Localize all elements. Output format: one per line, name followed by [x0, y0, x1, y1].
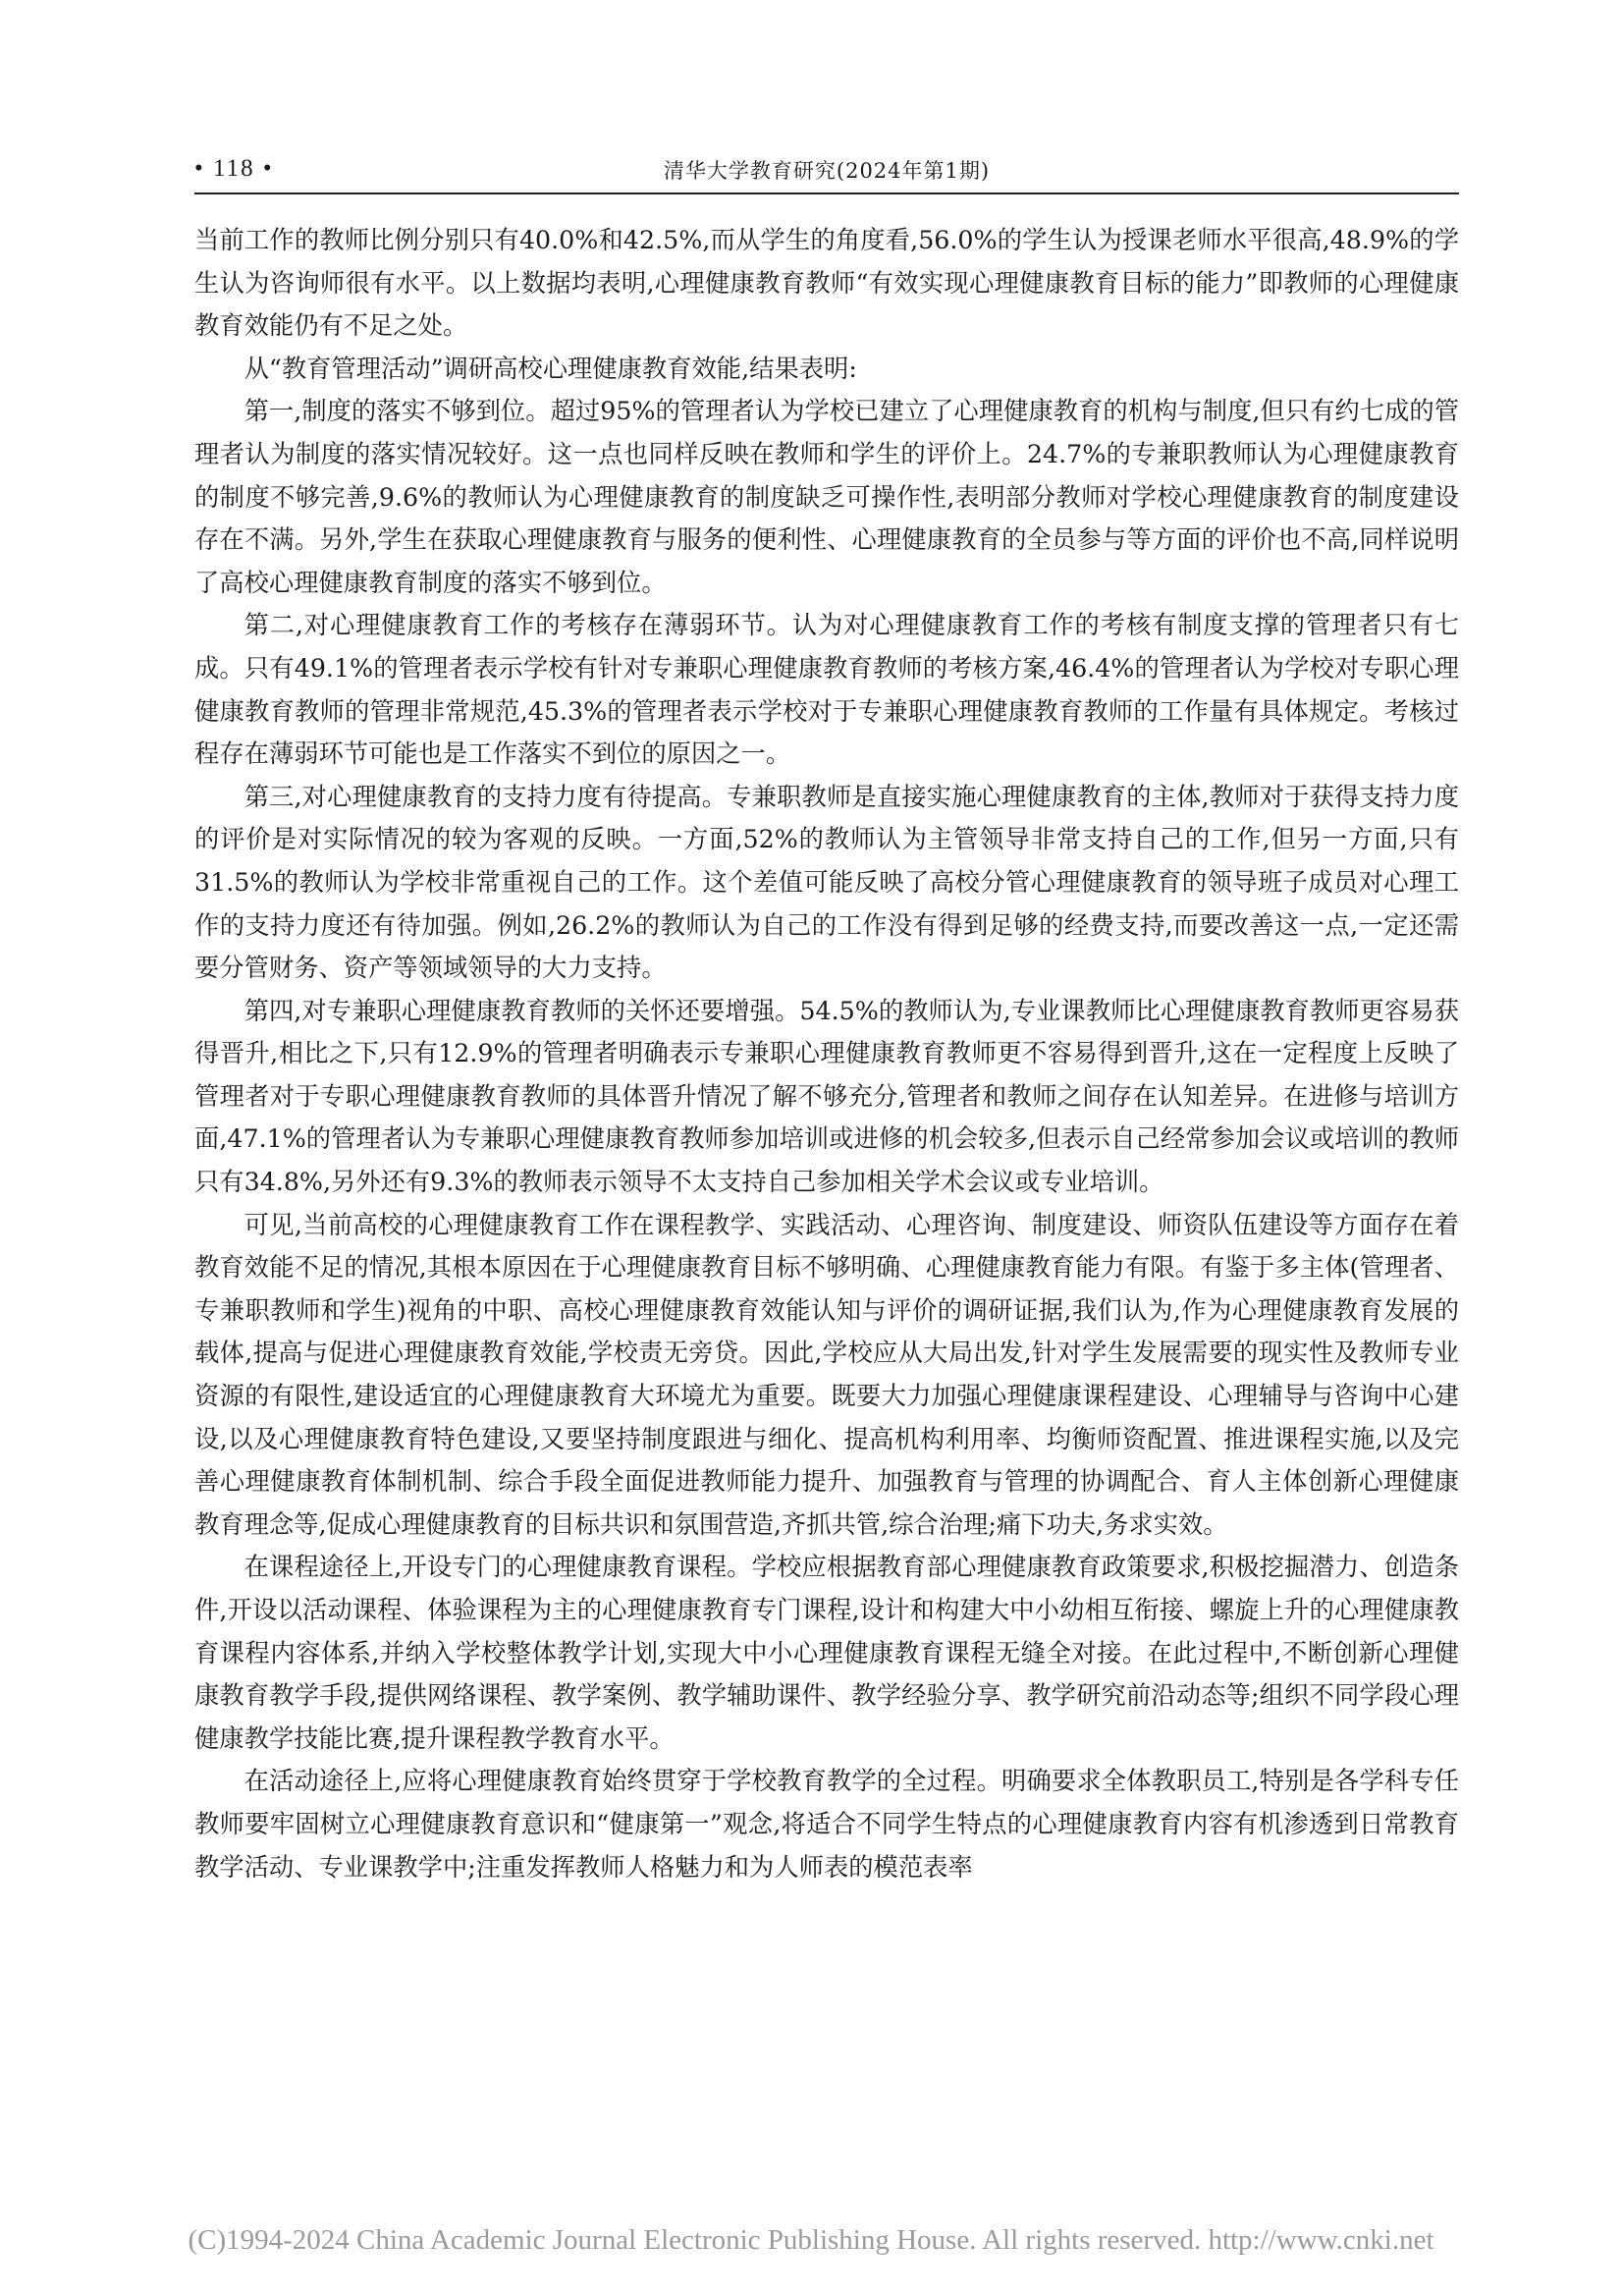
paragraph: 第四,对专兼职心理健康教育教师的关怀还要增强。54.5%的教师认为,专业课教师比心理健康教育教师更容易获得晋升,相比之下,只有12.9%的管理者明确表示专兼职心理健康教育教师更不容易得到晋升,这在一定程度上反映了管理者对于专职心理健康教育教师的具体晋升情况了解不够充分,管理者和教师之间存在认知差异。在进修与培训方面,47.1%的管理者认为专兼职心理健康教育教师参加培训或进修的机会较多,但表示自己经常参加会议或培训的教师只有34.8%,另外还有9.3%的教师表示领导不太支持自己参加相关学术会议或专业培训。: [194, 996, 1459, 1197]
paragraph: 可见,当前高校的心理健康教育工作在课程教学、实践活动、心理咨询、制度建设、师资队伍建设等方面存在着教育效能不足的情况,其根本原因在于心理健康教育目标不够明确、心理健康教育能力有限。有鉴于多主体(管理者、专兼职教师和学生)视角的中职、高校心理健康教育效能认知与评价的调研证据,我们认为,作为心理健康教育发展的载体,提高与促进心理健康教育效能,学校责无旁贷。因此,学校应从大局出发,针对学生发展需要的现实性及教师专业资源的有限性,建设适宜的心理健康教育大环境尤为重要。既要大力加强心理健康课程建设、心理辅导与咨询中心建设,以及心理健康教育特色建设,又要坚持制度跟进与细化、提高机构利用率、均衡师资配置、推进课程实施,以及完善心理健康教育体制机制、综合手段全面促进教师能力提升、加强教育与管理的协调配合、育人主体创新心理健康教育理念等,促成心理健康教育的目标共识和氛围营造,齐抓共管,综合治理;痛下功夫,务求实效。: [194, 1210, 1459, 1539]
paragraph: 从“教育管理活动”调研高校心理健康教育效能,结果表明:: [243, 354, 857, 383]
paragraph-continued: 当前工作的教师比例分别只有40.0%和42.5%,而从学生的角度看,56.0%的学生认为授课老师水平很高,48.9%的学生认为咨询师很有水平。以上数据均表明,心理健康教育教师“有效实现心理健康教育目标的能力”即教师的心理健康教育效能仍有不足之处。: [194, 226, 1459, 341]
paragraph: 第三,对心理健康教育的支持力度有待提高。专兼职教师是直接实施心理健康教育的主体,教师对于获得支持力度的评价是对实际情况的较为客观的反映。一方面,52%的教师认为主管领导非常支持自己的工作,但另一方面,只有31.5%的教师认为学校非常重视自己的工作。这个差值可能反映了高校分管心理健康教育的领导班子成员对心理工作的支持力度还有待加强。例如,26.2%的教师认为自己的工作没有得到足够的经费支持,而要改善这一点,一定还需要分管财务、资产等领域领导的大力支持。: [194, 782, 1459, 983]
page-number: • 118 •: [194, 155, 274, 182]
paragraph: 第二,对心理健康教育工作的考核存在薄弱环节。认为对心理健康教育工作的考核有制度支撑的管理者只有七成。只有49.1%的管理者表示学校有针对专兼职心理健康教育教师的考核方案,46.4%的管理者认为学校对专职心理健康教育教师的管理非常规范,45.3%的管理者表示学校对于专兼职心理健康教育教师的工作量有具体规定。考核过程存在薄弱环节可能也是工作落实不到位的原因之一。: [194, 611, 1459, 769]
paragraph: 在课程途径上,开设专门的心理健康教育课程。学校应根据教育部心理健康教育政策要求,积极挖掘潜力、创造条件,开设以活动课程、体验课程为主的心理健康教育专门课程,设计和构建大中小幼相互衔接、螺旋上升的心理健康教育课程内容体系,并纳入学校整体教学计划,实现大中小心理健康教育课程无缝全对接。在此过程中,不断创新心理健康教育教学手段,提供网络课程、教学案例、教学辅助课件、教学经验分享、教学研究前沿动态等;组织不同学段心理健康教学技能比赛,提升课程教学教育水平。: [194, 1553, 1459, 1753]
running-header: [194, 149, 1459, 194]
paragraph: 在活动途径上,应将心理健康教育始终贯穿于学校教育教学的全过程。明确要求全体教职员工,特别是各学科专任教师要牢固树立心理健康教育意识和“健康第一”观念,将适合不同学生特点的心理健康教育内容有机渗透到日常教育教学活动、专业课教学中;注重发挥教师人格魅力和为人师表的模范表率: [194, 1767, 1459, 1882]
paragraph: 第一,制度的落实不够到位。超过95%的管理者认为学校已建立了心理健康教育的机构与制度,但只有约七成的管理者认为制度的落实情况较好。这一点也同样反映在教师和学生的评价上。24.7%的专兼职教师认为心理健康教育的制度不够完善,9.6%的教师认为心理健康教育的制度缺乏可操作性,表明部分教师对学校心理健康教育的制度建设存在不满。另外,学生在获取心理健康教育与服务的便利性、心理健康教育的全员参与等方面的评价也不高,同样说明了高校心理健康教育制度的落实不够到位。: [194, 397, 1459, 597]
journal-title: 清华大学教育研究(2024年第1期): [663, 159, 991, 183]
copyright-notice: (C)1994-2024 China Academic Journal Electronic Publishing House. All rights reserved. http://www.cnki.net: [188, 2224, 1434, 2256]
body-text: [194, 219, 1459, 1888]
